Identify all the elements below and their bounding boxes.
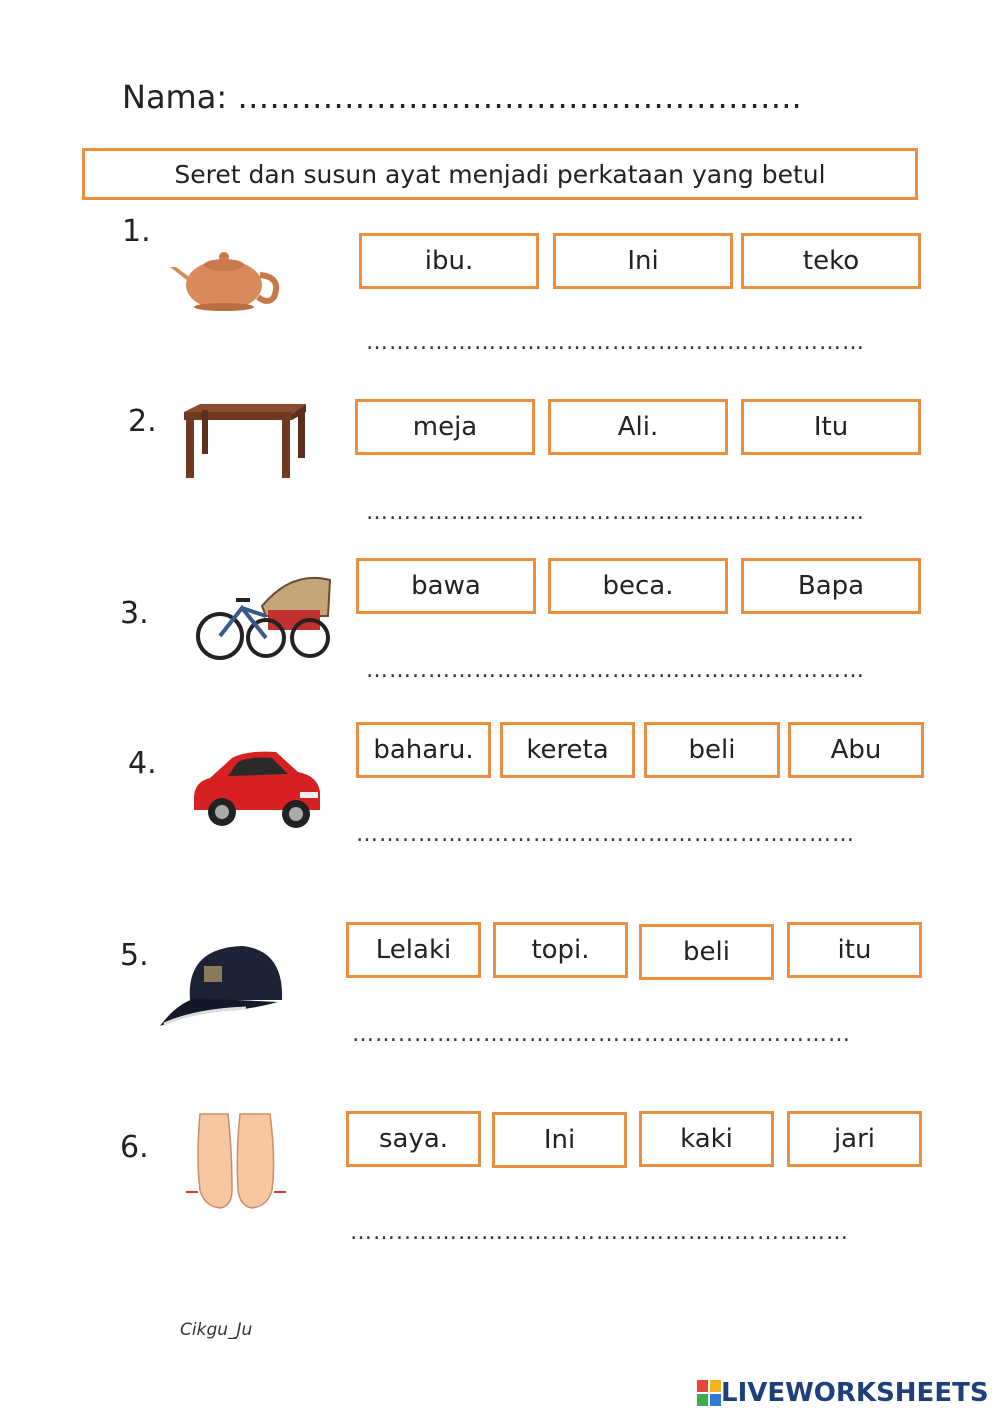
word-tile[interactable]: Lelaki [346, 922, 481, 978]
answer-field[interactable]: ……..………………………………………………… [352, 1022, 851, 1047]
car-icon [188, 742, 326, 834]
answer-field[interactable]: ……..………………………………………………… [356, 822, 855, 847]
word-tile[interactable]: topi. [493, 922, 628, 978]
trishaw-icon [196, 566, 334, 664]
word-tile[interactable]: ibu. [359, 233, 539, 289]
word-tile[interactable]: saya. [346, 1111, 481, 1167]
word-tile[interactable]: beca. [548, 558, 728, 614]
question-number: 4. [128, 746, 157, 781]
word-tile[interactable]: Ini [492, 1112, 627, 1168]
answer-field[interactable]: ……..………………………………………………… [366, 500, 865, 525]
teapot-icon [168, 245, 286, 315]
instruction-box: Seret dan susun ayat menjadi perkataan yang betul [82, 148, 918, 200]
feet-icon [184, 1110, 288, 1222]
word-tile[interactable]: kereta [500, 722, 635, 778]
table-icon [180, 402, 308, 480]
liveworksheets-logo-icon [697, 1380, 721, 1406]
question-number: 3. [120, 596, 149, 631]
brand-text: LIVEWORKSHEETS [721, 1378, 989, 1408]
answer-field[interactable]: ……..………………………………………………… [366, 330, 865, 355]
answer-field[interactable]: ……..………………………………………………… [366, 658, 865, 683]
word-tile[interactable]: Abu [788, 722, 924, 778]
word-tile[interactable]: meja [355, 399, 535, 455]
word-tile[interactable]: Itu [741, 399, 921, 455]
word-tile[interactable]: Ini [553, 233, 733, 289]
question-number: 1. [122, 214, 151, 249]
brand-logo[interactable] [697, 1378, 989, 1408]
answer-field[interactable]: ……..………………………………………………… [350, 1220, 849, 1245]
question-number: 5. [120, 938, 149, 973]
cap-icon [156, 938, 292, 1036]
word-tile[interactable]: itu [787, 922, 922, 978]
word-tile[interactable]: beli [644, 722, 780, 778]
word-tile[interactable]: teko [741, 233, 921, 289]
word-tile[interactable]: Ali. [548, 399, 728, 455]
credit-text: Cikgu_Ju [180, 1320, 253, 1340]
question-number: 2. [128, 404, 157, 439]
name-label: Nama: …………………………………………….. [122, 78, 802, 116]
word-tile[interactable]: kaki [639, 1111, 774, 1167]
word-tile[interactable]: Bapa [741, 558, 921, 614]
word-tile[interactable]: beli [639, 924, 774, 980]
question-number: 6. [120, 1130, 149, 1165]
word-tile[interactable]: jari [787, 1111, 922, 1167]
word-tile[interactable]: bawa [356, 558, 536, 614]
word-tile[interactable]: baharu. [356, 722, 491, 778]
